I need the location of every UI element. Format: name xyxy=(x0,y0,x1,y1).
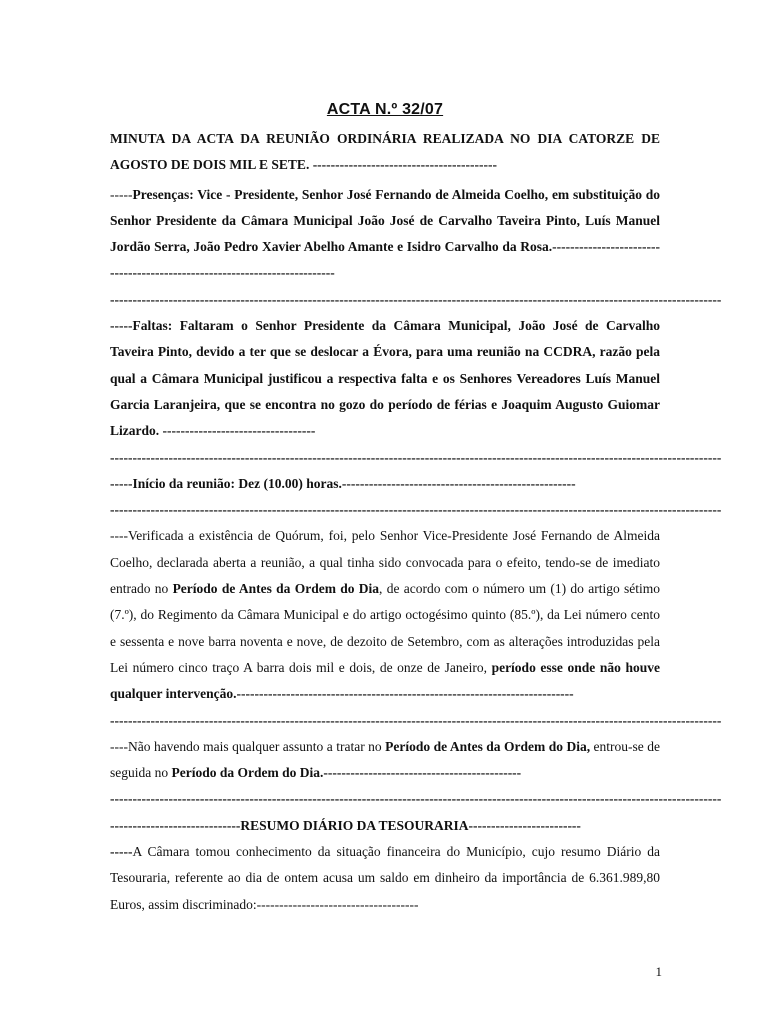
resumo-lead: ----- xyxy=(110,844,133,860)
faltas-paragraph: -----Faltas: Faltaram o Senhor Presidente da Câmara Municipal, João José de Carvalho Taveira Pinto, devido a ter que se deslocar a Évora, para uma reunião na CCDRA, razão pela qual a Câmara Municipal justificou a respectiva falta e os Senhores Vereadores Luís Manuel Garcia Laranjeira, que se encontra no gozo do período de férias e Joaquim Augusto Guiomar Lizardo. ---------------------------------- xyxy=(110,318,660,439)
resumo-paragraph xyxy=(110,839,660,918)
nao-havendo-bold-2: Período da Ordem do Dia.-------------------------------------------- xyxy=(171,765,522,781)
verificada-bold-2: período esse onde não houve qualquer intervenção.--------------------------------------------------------------------------- xyxy=(110,659,660,702)
verificada-text-1: ----Verificada a existência de Quórum, foi, pelo Senhor Vice-Presidente José Fernando de Almeida Coelho, declarada aberta a reunião, a qual tinha sido convocada para o efeito, tendo-se de imediato entrado no xyxy=(110,528,660,597)
nao-havendo-text-2: entrou-se de seguida no xyxy=(110,738,661,781)
presencas-lead: ----- xyxy=(110,186,133,202)
inicio-paragraph: -----Início da reunião: Dez (10.00) horas.---------------------------------------------------- xyxy=(110,475,576,491)
nao-havendo-bold-1: Período de Antes da Ordem do Dia, xyxy=(385,738,591,754)
presencas-label: Presenças xyxy=(132,186,190,202)
separator-line: ---------------------------------------------------------------------------------------------------------------------------------------- xyxy=(110,502,722,518)
resumo-heading: -----------------------------RESUMO DIÁRIO DA TESOURARIA------------------------- xyxy=(110,817,581,833)
nao-havendo-paragraph xyxy=(110,734,660,787)
separator-line: ---------------------------------------------------------------------------------------------------------------------------------------- xyxy=(110,291,722,307)
document-body xyxy=(110,126,722,918)
nao-havendo-text-1: ----Não havendo mais qualquer assunto a tratar no xyxy=(110,738,386,754)
verificada-text-2: , de acordo com o número um (1) do artigo sétimo (7.º), do Regimento da Câmara Municipal e do artigo octogésimo quinto (85.º), da Lei número cento e sessenta e nove barra noventa e nove, de dezoito de Setembro, com as alterações introduzidas pela Lei número cinco traço A barra dois mil e dois, de onze de Janeiro, xyxy=(110,581,660,675)
presencas-text: : Vice - Presidente, Senhor José Fernando de Almeida Coelho, em substituição do Senhor Presidente da Câmara Municipal João José de Carvalho Taveira Pinto, Luís Manuel Jordão Serra, João Pedro Xavier Abelho Amante e Isidro Carvalho da Rosa.-------------------------------------------------------------------------- xyxy=(110,186,660,281)
verificada-bold-1: Período de Antes da Ordem do Dia xyxy=(172,581,380,597)
document-title: ACTA N.º 32/07 xyxy=(326,101,444,118)
page-number: 1 xyxy=(655,964,662,979)
minuta-heading: MINUTA DA ACTA DA REUNIÃO ORDINÁRIA REALIZADA NO DIA CATORZE DE AGOSTO DE DOIS MIL E SETE. ----------------------------------------- xyxy=(110,131,660,173)
presencas-paragraph xyxy=(110,182,660,287)
separator-line: ---------------------------------------------------------------------------------------------------------------------------------------- xyxy=(110,449,722,465)
verificada-paragraph xyxy=(110,523,660,707)
resumo-text: A Câmara tomou conhecimento da situação financeira do Município, cujo resumo Diário da Tesouraria, referente ao dia de ontem acusa um saldo em dinheiro da importância de 6.361.989,80 Euros, assim discriminado:------------------------------------ xyxy=(110,844,660,912)
separator-line: ---------------------------------------------------------------------------------------------------------------------------------------- xyxy=(110,791,722,807)
separator-line: ---------------------------------------------------------------------------------------------------------------------------------------- xyxy=(110,712,722,728)
